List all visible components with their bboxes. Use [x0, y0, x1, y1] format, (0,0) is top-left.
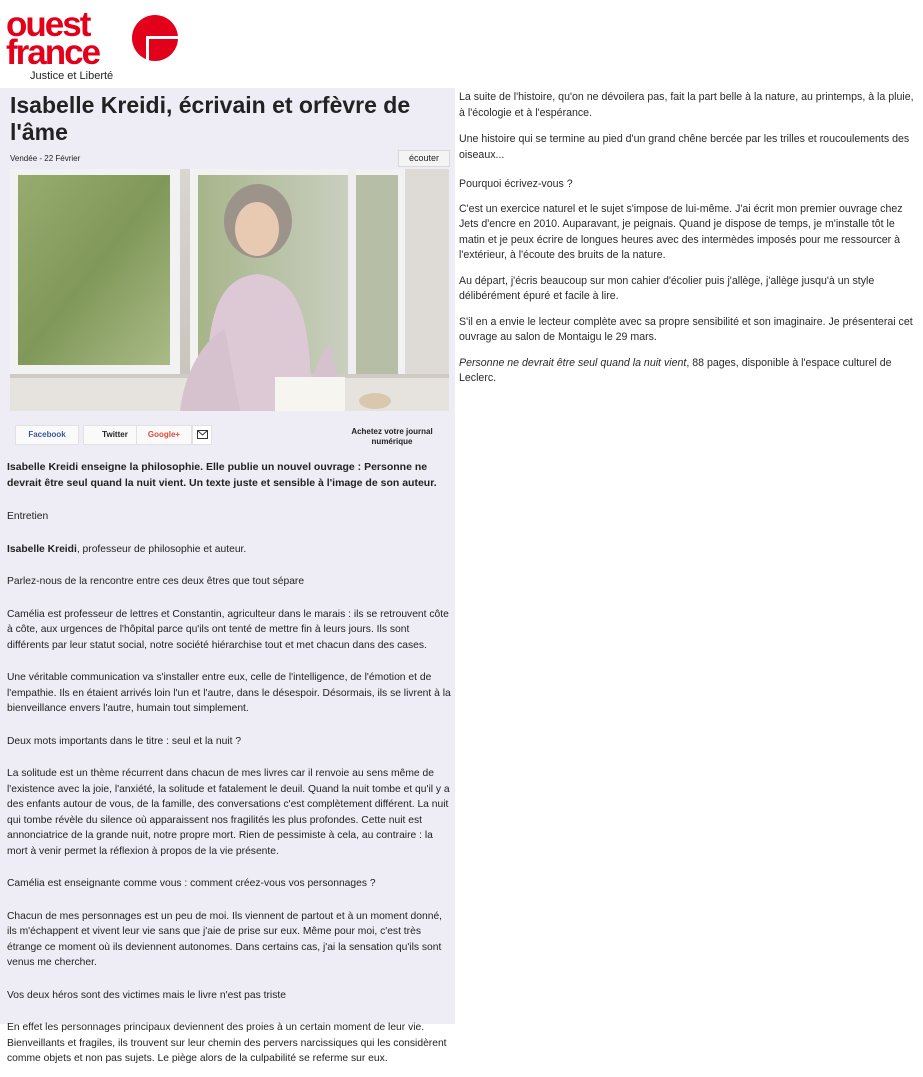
portrait-photo-image [10, 169, 449, 411]
question-4: Vos deux héros sont des victimes mais le livre n'est pas triste [7, 989, 286, 1001]
logo-word-france: france [6, 33, 100, 72]
logo-word-ouest: ouest [6, 5, 90, 44]
interview-label: Entretien [7, 511, 49, 522]
article-meta-row [10, 150, 450, 168]
book-title: Personne ne devrait être seul quand la nuit vient [459, 356, 687, 369]
article-body-right [459, 90, 921, 398]
book-details: , 88 pages, disponible à l'espace culturel de Leclerc. [459, 356, 892, 384]
answer-1-paragraph-1: Camélia est professeur de lettres et Constantin, agriculteur dans le marais : ils se retrouvent côte à côte, aux urgences de l'hôpital parce qu'ils ont tenté de mettre fin à leurs jours. Ils sont différents par leur statut social, notre société hiérarchise tout et met chacun dans des cases. [7, 608, 449, 651]
answer-5-paragraph-3: S'il en a envie le lecteur complète avec sa propre sensibilité et son imaginaire. Je présenterai cet ouvrage au salon de Montaigu le 29 mars. [459, 315, 913, 343]
article-dateline: Vendée - 22 Février [10, 154, 81, 163]
answer-2: La solitude est un thème récurrent dans chacun de mes livres car il renvoie au sens même de l'existence avec la joie, l'anxiété, la solitude et fatalement le deuil. Quand la nuit tombe et qu'il y a des enfants autour de vous, de la famille, des conversations c'est complètement différent. La nuit qui tombe révèle du silence où apparaissent nos fragilités les plus profondes. Cette nuit est annonciatrice de la grande nuit, notre propre mort. Rien de pessimiste à cela, au contraire : la mort à venir permet la réflexion à propos de la vie présente. [7, 768, 450, 857]
share-toolbar [10, 425, 450, 449]
twitter-share-button[interactable]: Twitter [83, 425, 147, 445]
question-1: Parlez-nous de la rencontre entre ces deux êtres que tout sépare [7, 576, 305, 587]
article-lede: Isabelle Kreidi enseigne la philosophie. Elle publie un nouvel ouvrage : Personne ne devrait être seul quand la nuit vient. Un texte juste et sensible à l'image de son auteur. [7, 461, 437, 489]
answer-1-paragraph-2: Une véritable communication va s'installer entre eux, celle de l'intelligence, de l'émotion et de l'empathie. Ils en étaient arrivés loin l'un et l'autre, dans le désespoir. Désormais, ils se livrent à la bienveillance envers l'autre, humain tout simplement. [7, 672, 451, 714]
article-body-left [7, 460, 451, 1077]
author-name: Isabelle Kreidi [7, 543, 77, 555]
question-5: Pourquoi écrivez-vous ? [459, 178, 573, 190]
listen-button[interactable]: écouter [398, 150, 450, 167]
buy-digital-edition-link[interactable]: Achetez votre journal numérique [351, 427, 433, 446]
answer-4: En effet les personnages principaux deviennent des proies à un certain moment de leur vie. Bienveillants et fragiles, ils trouvent sur leur chemin des pervers narcissiques qui les considèrent comme objets et non pas sujets. Le piège alors de la culpabilité se referme sur eux. [7, 1022, 447, 1064]
book-info [459, 356, 921, 387]
author-role: , professeur de philosophie et auteur. [76, 543, 247, 555]
logo-tagline: Justice et Liberté [30, 70, 114, 82]
google-plus-share-button[interactable]: Google+ [136, 425, 192, 445]
question-2: Deux mots importants dans le titre : seul et la nuit ? [7, 735, 242, 747]
answer-5-paragraph-1: C'est un exercice naturel et le sujet s'impose de lui-même. J'ai écrit mon premier ouvrage chez Jets d'encre en 2010. Auparavant, je peignais. Quand je dispose de temps, je m'installe tôt le matin et je peux écrire de longues heures avec des intermèdes imposés pour me ressourcer à l'extérieur, à l'écoute des bruits de la nature. [459, 202, 903, 261]
ouest-france-logo[interactable] [6, 6, 186, 86]
continuation-paragraph-1: La suite de l'histoire, qu'on ne dévoilera pas, fait la part belle à la nature, au printemps, à la pluie, à l'écologie et à l'espérance. [459, 91, 914, 119]
answer-5-paragraph-2: Au départ, j'écris beaucoup sur mon cahier d'écolier puis j'allège, j'allège jusqu'à un style délibérément épuré et facile à lire. [459, 274, 875, 302]
envelope-icon[interactable] [192, 425, 212, 445]
article-title: Isabelle Kreidi, écrivain et orfèvre de l'âme [10, 92, 411, 145]
continuation-paragraph-2: Une histoire qui se termine au pied d'un grand chêne bercée par les trilles et roucoulements des oiseaux... [459, 133, 910, 161]
question-3: Camélia est enseignante comme vous : comment créez-vous vos personnages ? [7, 878, 376, 889]
answer-3: Chacun de mes personnages est un peu de moi. Ils viennent de partout et à un moment donné, ils m'échappent et vivent leur vie sans que j'aie de prise sur eux. Même pour moi, c'est très étrange ce moment où ils deviennent autonomes. Dans certains cas, j'ai la sensation qu'ils sont venus me chercher. [7, 910, 443, 968]
logo-circle-icon [132, 15, 178, 61]
facebook-share-button[interactable]: Facebook [15, 425, 79, 445]
author-credit [7, 542, 451, 558]
article-photo [10, 169, 449, 411]
